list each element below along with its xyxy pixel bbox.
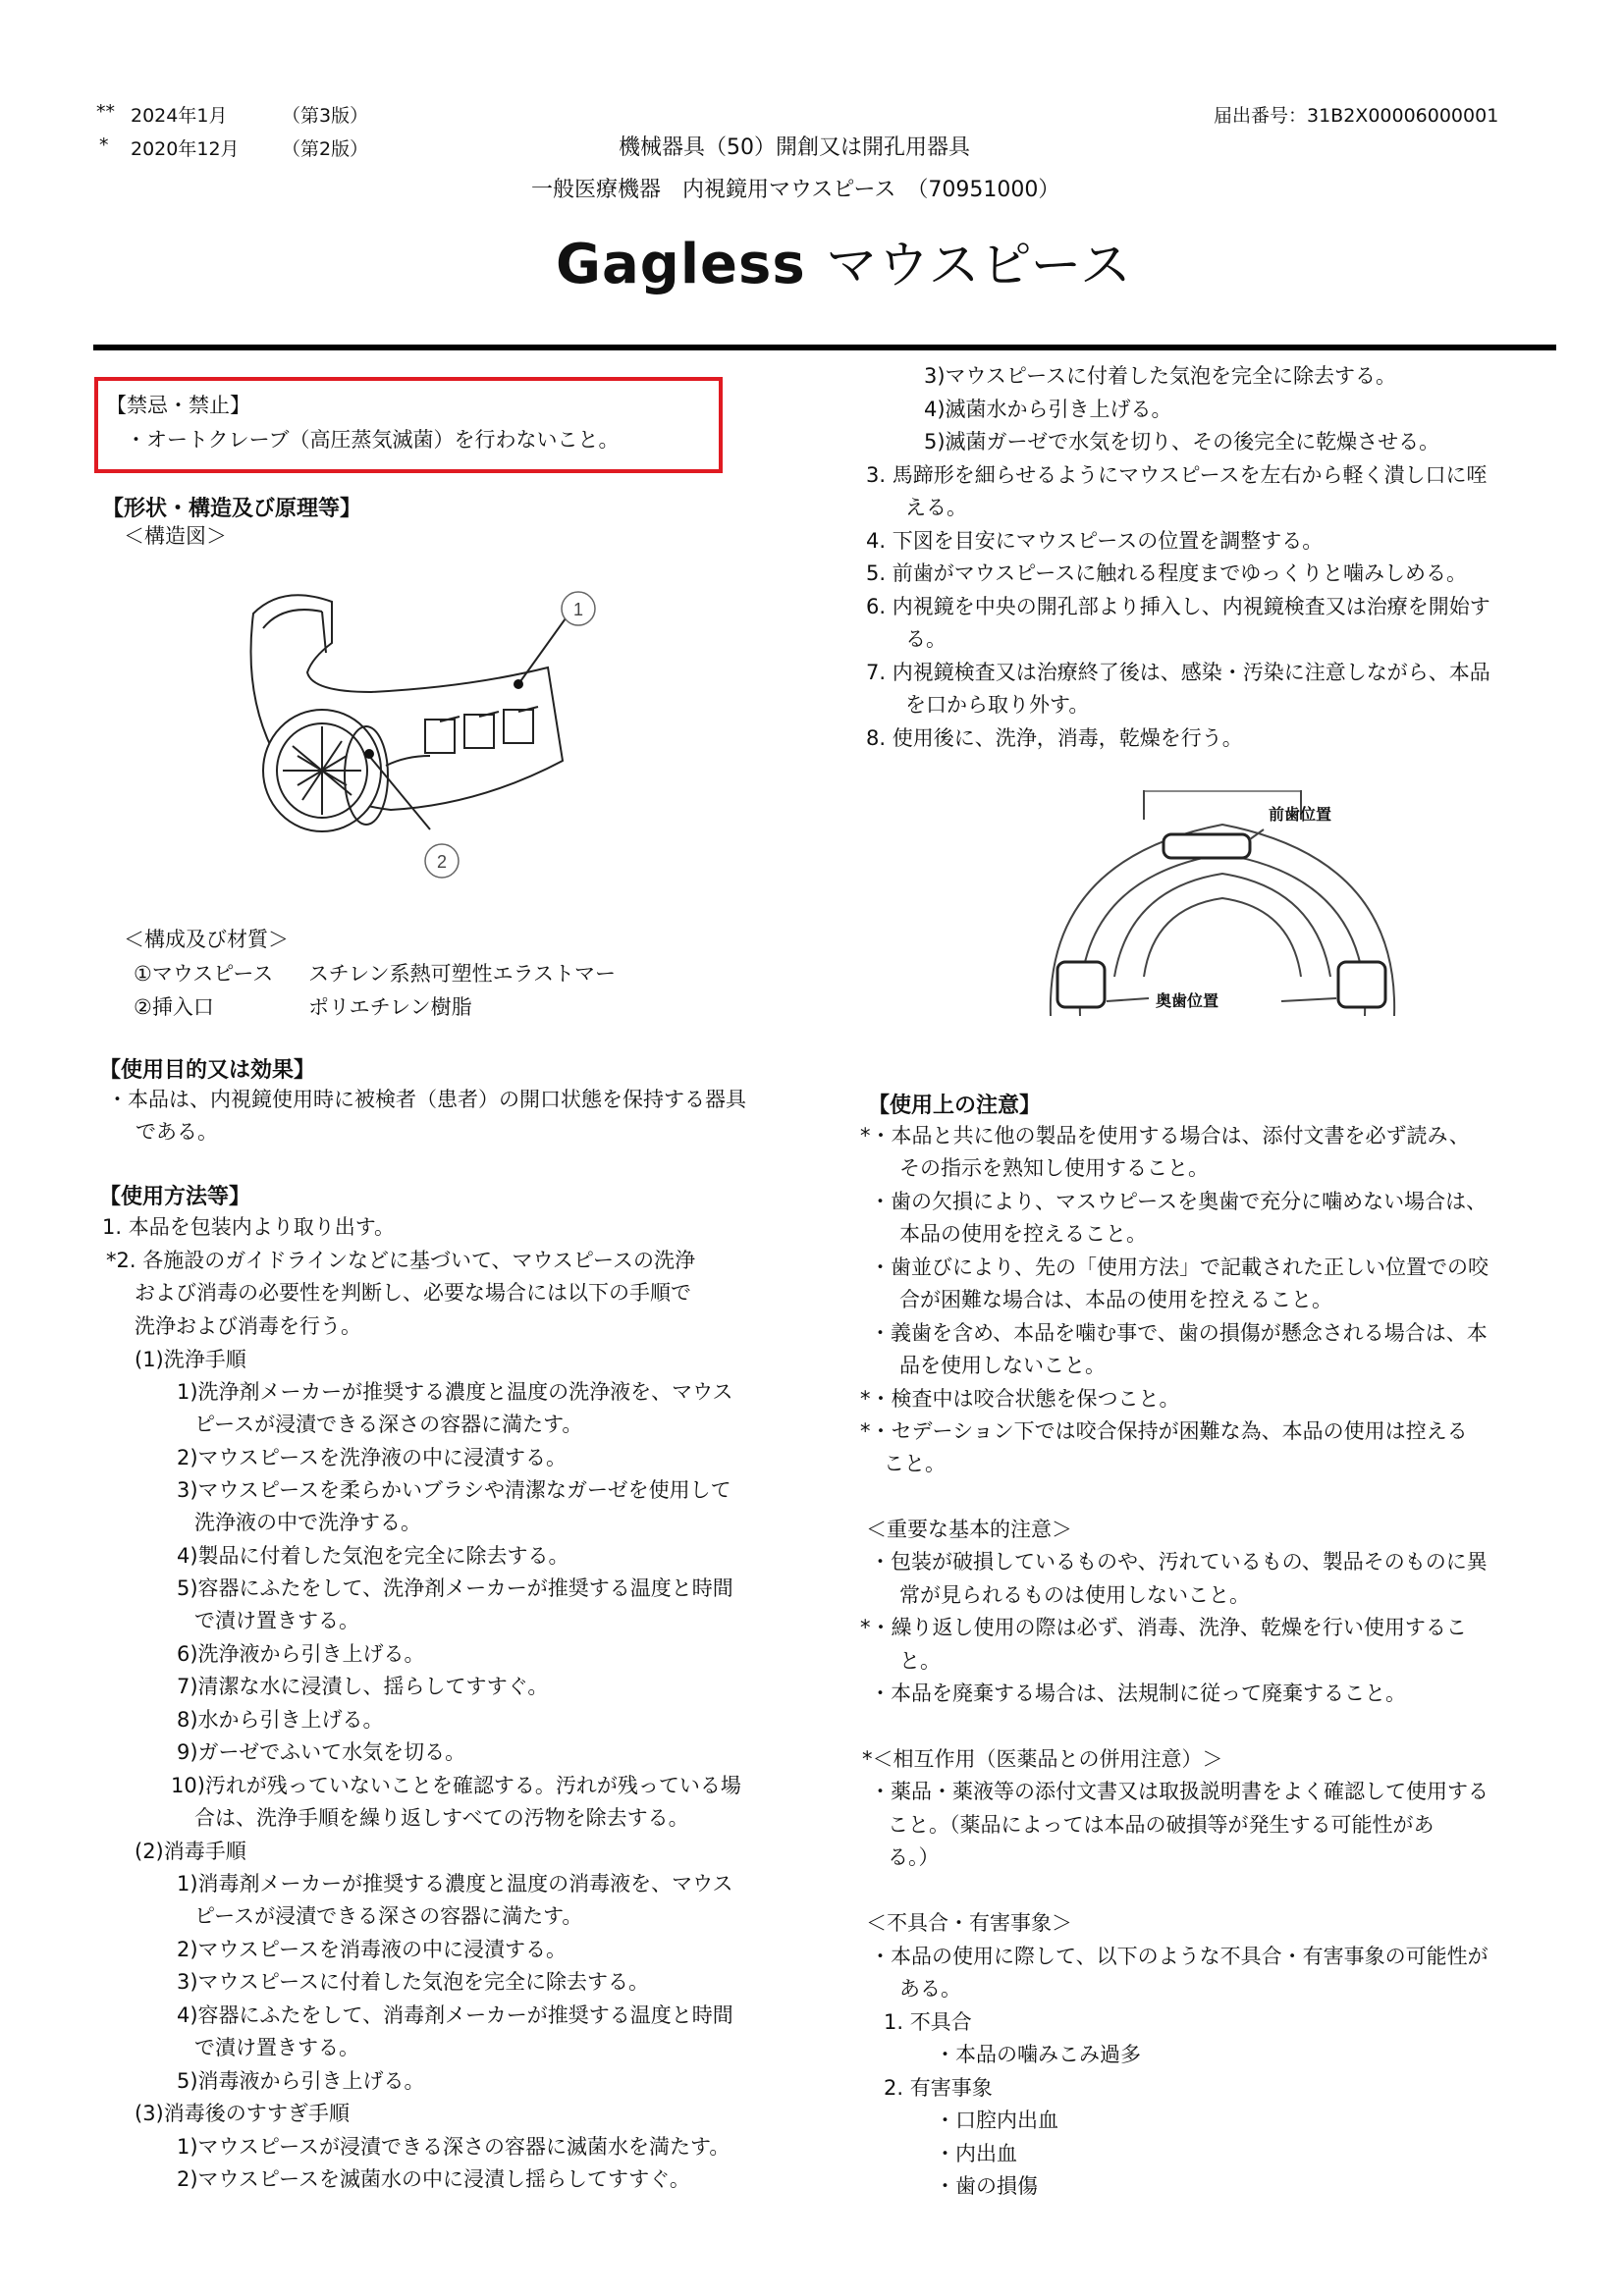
shape-heading: 【形状・構造及び原理等】 <box>102 497 362 521</box>
adverse-event-2: ・内出血 <box>935 2142 1017 2165</box>
method-heading: 【使用方法等】 <box>99 1185 251 1209</box>
wash-5a: 5)容器にふたをして、洗浄剤メーカーが推奨する温度と時間 <box>177 1576 733 1600</box>
adverse-heading: ＜不具合・有害事象＞ <box>866 1911 1072 1935</box>
structure-label: ＜構造図＞ <box>124 524 227 548</box>
back-teeth-label: 奥歯位置 <box>1156 991 1219 1010</box>
header-divider <box>93 345 1556 350</box>
revision-date-2: 2020年12月 <box>131 138 240 160</box>
caution-3b: 合が困難な場合は、本品の使用を控えること。 <box>899 1288 1332 1311</box>
wash-8: 8)水から引き上げる。 <box>177 1708 384 1732</box>
material-2-name: ②挿入口 <box>134 995 214 1019</box>
disinfect-heading: (2)消毒手順 <box>135 1840 246 1863</box>
wash-1b: ピースが浸漬できる深さの容器に満たす。 <box>194 1413 583 1436</box>
wash-4: 4)製品に付着した気泡を完全に除去する。 <box>177 1544 569 1568</box>
wash-3a: 3)マウスピースを柔らかいブラシや清潔なガーゼを使用して <box>177 1478 731 1502</box>
method-step-4: 4. 下図を目安にマウスピースの位置を調整する。 <box>866 529 1324 553</box>
wash-heading: (1)洗浄手順 <box>135 1348 246 1371</box>
caution-6b: こと。 <box>884 1452 946 1475</box>
caution-5: *・検査中は咬合状態を保つこと。 <box>860 1387 1180 1411</box>
method-step-8: 8. 使用後に、洗浄，消毒，乾燥を行う。 <box>866 726 1243 750</box>
important-1a: ・包装が破損しているものや、汚れているもの、製品そのものに異 <box>870 1550 1488 1574</box>
contraindication-item: ・オートクレーブ（高圧蒸気滅菌）を行わないこと。 <box>126 428 620 452</box>
disinfect-4b: で漬け置きする。 <box>194 2036 359 2059</box>
adverse-event-1: ・口腔内出血 <box>935 2109 1058 2132</box>
wash-7: 7)清潔な水に浸漬し、揺らしてすすぐ。 <box>177 1675 549 1698</box>
disinfect-3: 3)マウスピースに付着した気泡を完全に除去する。 <box>177 1970 650 1994</box>
wash-2: 2)マウスピースを洗浄液の中に浸漬する。 <box>177 1446 568 1469</box>
method-step-3a: 3. 馬蹄形を細らせるようにマウスピースを左右から軽く潰し口に咥 <box>866 463 1488 487</box>
method-step-7b: を口から取り外す。 <box>905 693 1090 717</box>
caution-4b: 品を使用しないこと。 <box>899 1354 1106 1377</box>
disinfect-2: 2)マウスピースを消毒液の中に浸漬する。 <box>177 1938 568 1961</box>
important-1b: 常が見られるものは使用しないこと。 <box>899 1583 1250 1607</box>
mouthpiece-structure-figure <box>224 574 636 888</box>
revision-version-2: （第2版） <box>282 138 369 160</box>
device-category: 機械器具（50）開創又は開孔用器具 <box>619 135 970 160</box>
malfunction-heading: 1. 不具合 <box>884 2010 972 2034</box>
teeth-position-figure <box>1036 780 1409 1036</box>
method-step-2a: *2. 各施設のガイドラインなどに基づいて、マウスピースの洗浄 <box>106 1249 696 1272</box>
disinfect-4a: 4)容器にふたをして、消毒剤メーカーが推奨する温度と時間 <box>177 2003 733 2027</box>
wash-10a: 10)汚れが残っていないことを確認する。汚れが残っている場 <box>171 1774 741 1797</box>
title-product: マウスピース <box>826 237 1132 295</box>
caution-2a: ・歯の欠損により、マスウピースを奥歯で充分に噛めない場合は、 <box>870 1190 1488 1213</box>
wash-3b: 洗浄液の中で洗浄する。 <box>194 1511 421 1534</box>
disinfect-1b: ピースが浸漬できる深さの容器に満たす。 <box>194 1904 583 1928</box>
revision-date-1: 2024年1月 <box>131 105 228 127</box>
caution-2b: 本品の使用を控えること。 <box>899 1222 1147 1246</box>
interaction-heading: *＜相互作用（医薬品との併用注意）＞ <box>862 1747 1223 1771</box>
malfunction-item-1: ・本品の噛みこみ過多 <box>935 2043 1141 2066</box>
material-2-value: ポリエチレン樹脂 <box>308 995 472 1019</box>
method-step-5: 5. 前歯がマウスピースに触れる程度までゆっくりと噛みしめる。 <box>866 561 1467 585</box>
wash-10b: 合は、洗浄手順を繰り返しすべての汚物を除去する。 <box>194 1806 689 1830</box>
wash-9: 9)ガーゼでふいて水気を切る。 <box>177 1740 466 1764</box>
interaction-1a: ・薬品・薬液等の添付文書又は取扱説明書をよく確認して使用する <box>870 1780 1489 1803</box>
method-step-7a: 7. 内視鏡検査又は治療終了後は、感染・汚染に注意しながら、本品 <box>866 661 1490 684</box>
front-teeth-label: 前歯位置 <box>1269 805 1332 824</box>
material-1-value: スチレン系熱可塑性エラストマー <box>308 962 617 986</box>
rinse-3: 3)マウスピースに付着した気泡を完全に除去する。 <box>924 364 1397 388</box>
revision-mark-1: ** <box>96 101 115 123</box>
adverse-event-heading: 2. 有害事象 <box>884 2076 993 2100</box>
adverse-event-3: ・歯の損傷 <box>935 2174 1038 2198</box>
method-step-2b: および消毒の必要性を判断し、必要な場合には以下の手順で <box>135 1281 691 1305</box>
notification-number: 届出番号：31B2X00006000001 <box>1214 105 1499 127</box>
method-step-6a: 6. 内視鏡を中央の開孔部より挿入し、内視鏡検査又は治療を開始す <box>866 595 1490 618</box>
disinfect-1a: 1)消毒剤メーカーが推奨する濃度と温度の消毒液を、マウス <box>177 1872 733 1896</box>
important-2b: と。 <box>899 1649 941 1673</box>
page-title <box>556 224 1132 297</box>
rinse-1: 1)マウスピースが浸漬できる深さの容器に滅菌水を満たす。 <box>177 2135 731 2159</box>
interaction-1b: こと。（薬品によっては本品の破損等が発生する可能性があ <box>888 1813 1435 1837</box>
callout-1: 1 <box>572 600 584 619</box>
material-1-name: ①マウスピース <box>134 962 274 986</box>
method-step-2c: 洗浄および消毒を行う。 <box>135 1314 361 1338</box>
method-step-6b: る。 <box>905 627 947 651</box>
important-2a: *・繰り返し使用の際は必ず、消毒、洗浄、乾燥を行い使用するこ <box>860 1616 1467 1639</box>
caution-3a: ・歯並びにより、先の「使用方法」で記載された正しい位置での咬 <box>870 1255 1489 1279</box>
method-step-3b: える。 <box>905 496 967 519</box>
rinse-4: 4)滅菌水から引き上げる。 <box>924 398 1172 421</box>
rinse-heading: (3)消毒後のすすぎ手順 <box>135 2102 350 2125</box>
title-brand: Gagless <box>556 233 806 296</box>
caution-1b: その指示を熟知し使用すること。 <box>899 1156 1209 1180</box>
method-step-1: 1. 本品を包装内より取り出す。 <box>102 1215 396 1239</box>
wash-5b: で漬け置きする。 <box>194 1609 359 1632</box>
wash-6: 6)洗浄液から引き上げる。 <box>177 1642 425 1666</box>
caution-heading: 【使用上の注意】 <box>868 1094 1042 1118</box>
important-heading: ＜重要な基本的注意＞ <box>866 1518 1072 1541</box>
purpose-line-1: ・本品は、内視鏡使用時に被検者（患者）の開口状態を保持する器具 <box>107 1088 746 1111</box>
rinse-2: 2)マウスピースを滅菌水の中に浸漬し揺らしてすすぐ。 <box>177 2167 690 2191</box>
adverse-1b: ある。 <box>899 1977 961 2001</box>
disinfect-5: 5)消毒液から引き上げる。 <box>177 2069 425 2093</box>
rinse-5: 5)滅菌ガーゼで水気を切り、その後完全に乾燥させる。 <box>924 430 1440 454</box>
purpose-line-2: である。 <box>135 1120 218 1144</box>
important-3: ・本品を廃棄する場合は、法規制に従って廃棄すること。 <box>870 1682 1406 1705</box>
revision-mark-2: * <box>99 134 109 156</box>
interaction-1c: る。） <box>888 1845 940 1869</box>
adverse-1a: ・本品の使用に際して、以下のような不具合・有害事象の可能性が <box>870 1945 1489 1968</box>
contraindication-heading: 【禁忌・禁止】 <box>106 394 250 417</box>
caution-1a: *・本品と共に他の製品を使用する場合は、添付文書を必ず読み、 <box>860 1124 1470 1148</box>
caution-6a: *・セデーション下では咬合保持が困難な為、本品の使用は控える <box>860 1419 1468 1443</box>
materials-label: ＜構成及び材質＞ <box>124 928 289 951</box>
revision-version-1: （第3版） <box>282 105 369 127</box>
caution-4a: ・義歯を含め、本品を噛む事で、歯の損傷が懸念される場合は、本 <box>870 1321 1488 1345</box>
callout-2: 2 <box>436 852 448 872</box>
wash-1a: 1)洗浄剤メーカーが推奨する濃度と温度の洗浄液を、マウス <box>177 1380 733 1404</box>
device-classification: 一般医療機器 内視鏡用マウスピース （70951000） <box>531 178 1060 202</box>
purpose-heading: 【使用目的又は効果】 <box>99 1058 316 1083</box>
